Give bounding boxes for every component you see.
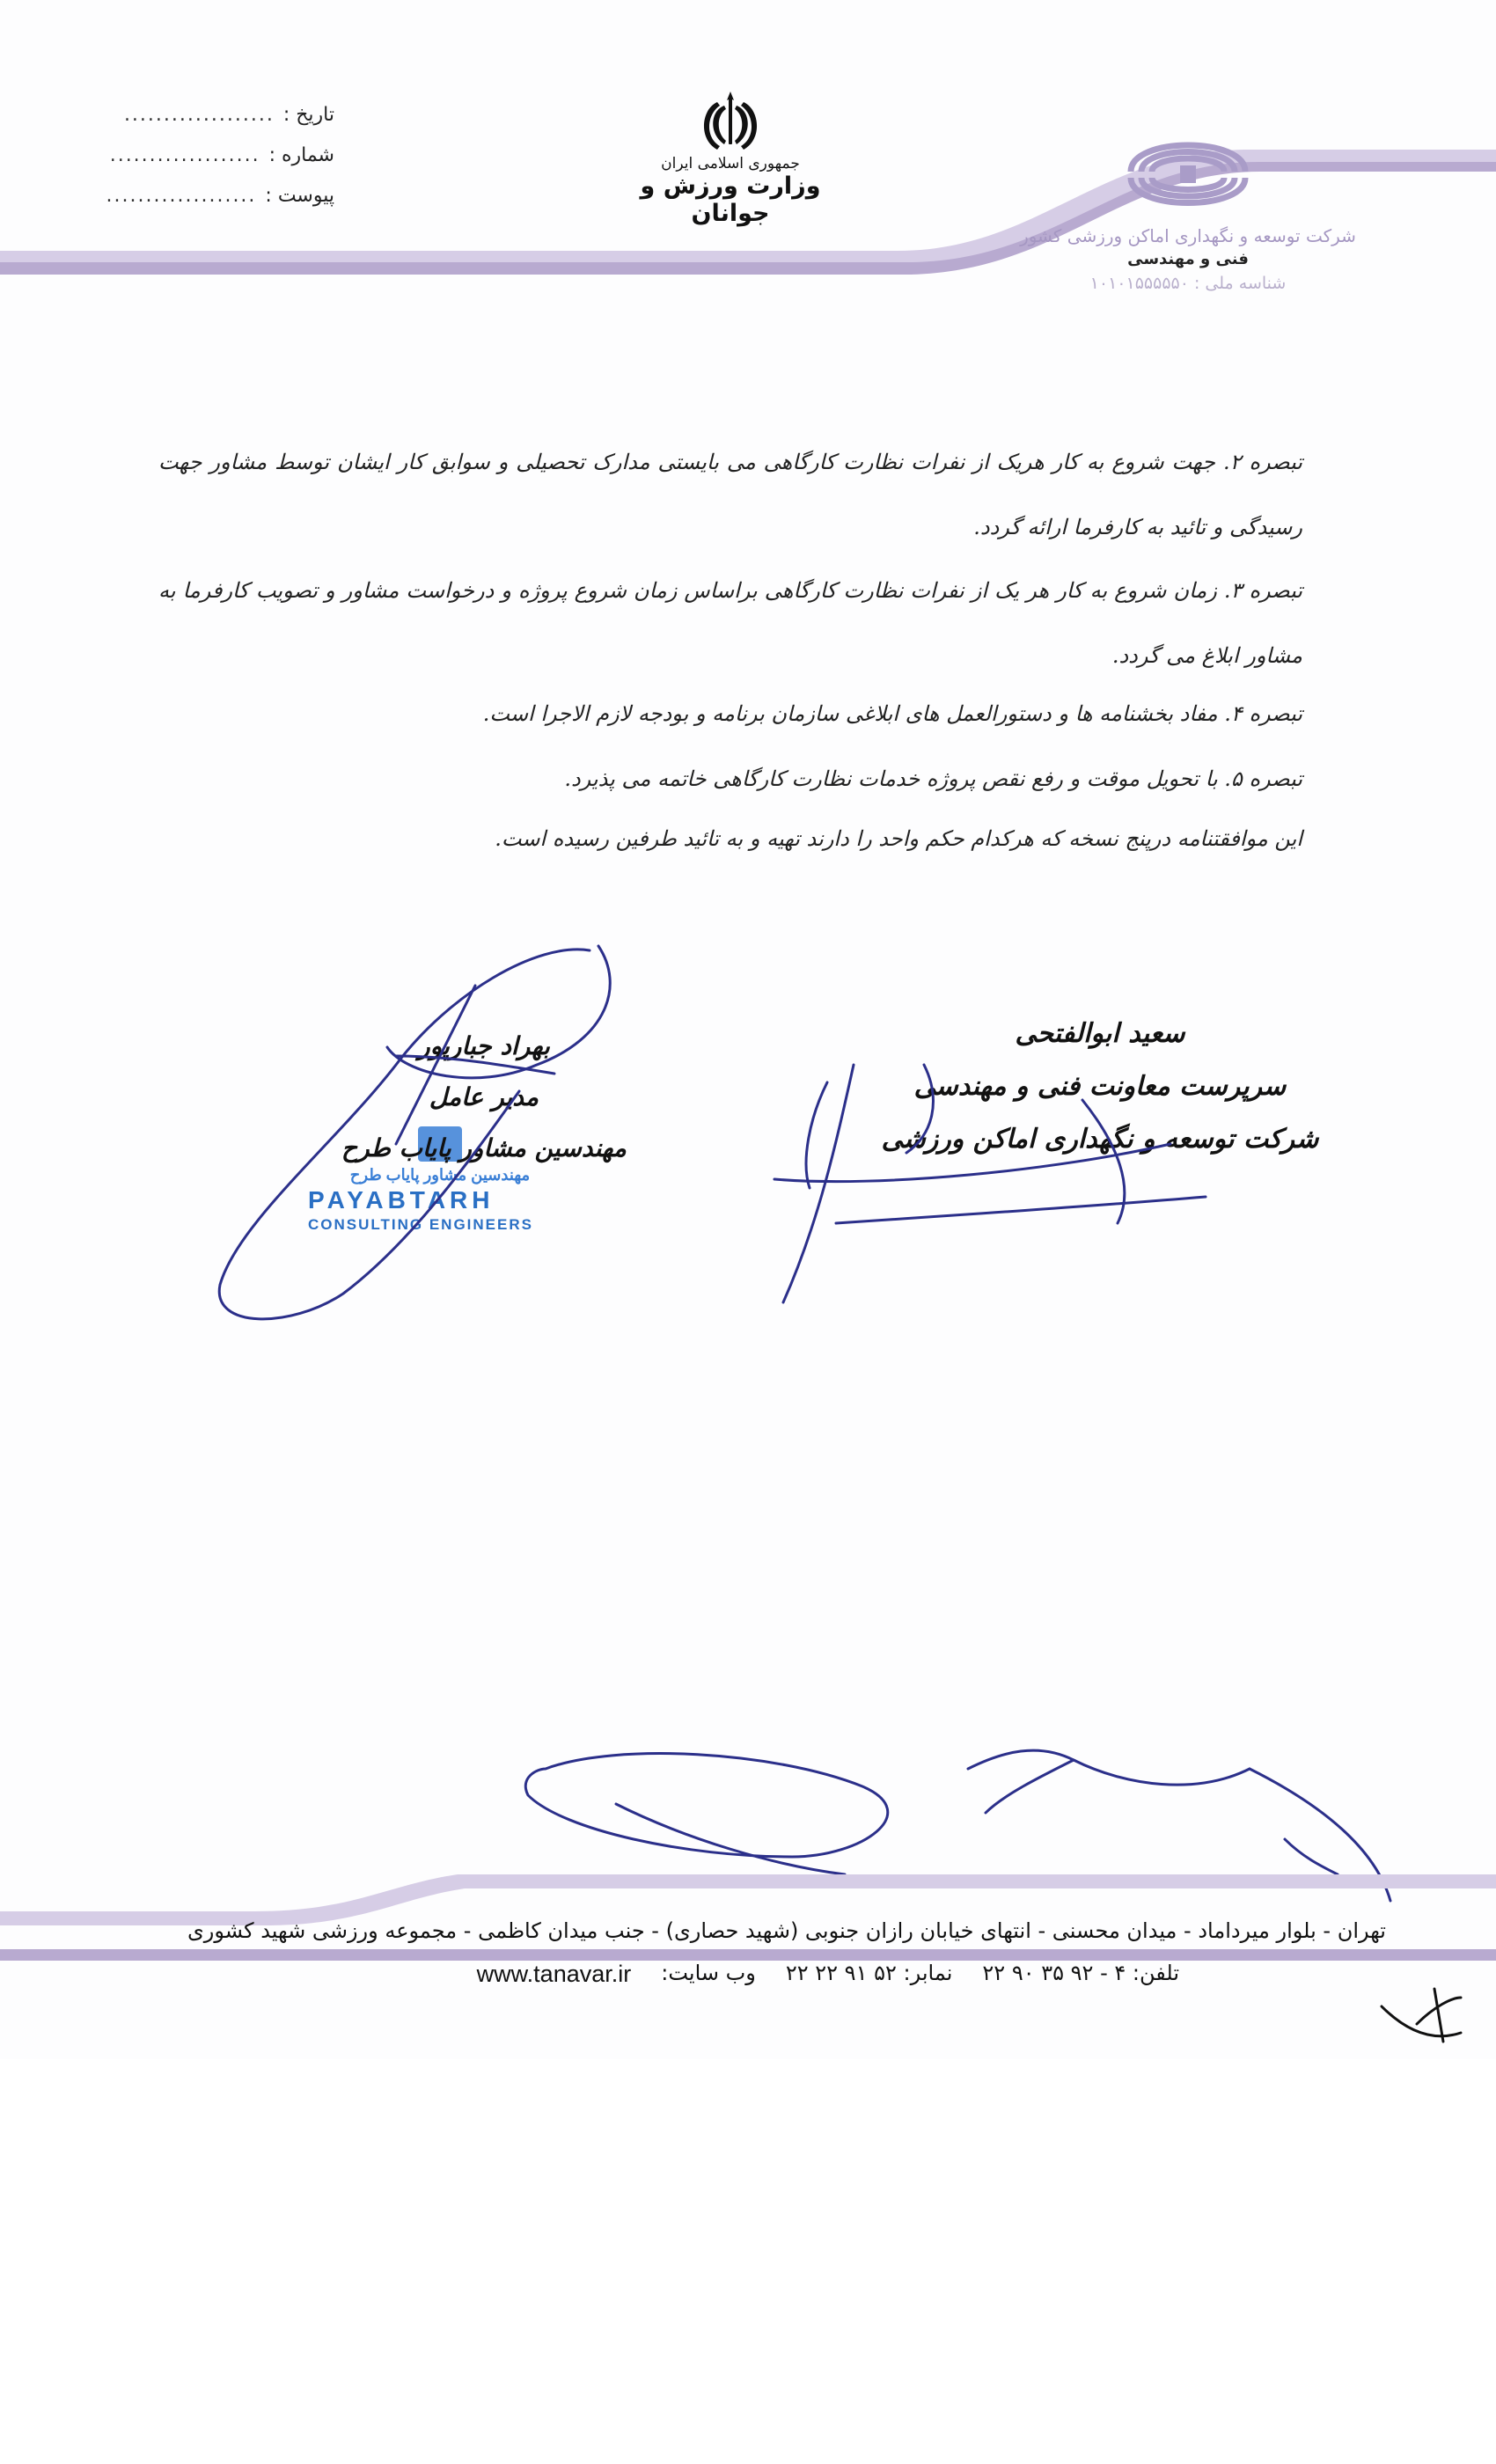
ministry-name: وزارت ورزش و جوانان	[640, 172, 821, 227]
clause-3: تبصره ۳. زمان شروع به کار هر یک از نفرات نظارت کارگاهی براساس زمان شروع پروژه و درخواست مشاور و تصویب کارفرما به مشاور ابلاغ می گردد.	[158, 578, 1302, 668]
company-name: شرکت توسعه و نگهداری اماکن ورزشی کشور	[1020, 225, 1356, 246]
consultant-company: مهندسین مشاور پایاب طرح	[341, 1133, 627, 1162]
stamp-persian-text: مهندسین مشاور پایاب طرح	[349, 1166, 531, 1184]
company-department: فنی و مهندسی	[1127, 250, 1249, 268]
employer-signer-name: سعید ابوالفتحی	[1015, 1018, 1185, 1049]
footer-band	[0, 1822, 1496, 1971]
ministry-header	[598, 88, 862, 227]
consultant-signer-name: بهراد جبارپور	[418, 1031, 550, 1060]
footer-address: تهران - بلوار میرداماد - میدان محسنی - انتهای خیابان رازان جنوبی (شهید حصاری) - جنب میدان کاظمی - مجموعه ورزشی شهید کشوری	[187, 1918, 1386, 1943]
stamp-subtitle: CONSULTING ENGINEERS	[308, 1216, 533, 1233]
date-field	[88, 104, 334, 139]
employer-signature	[748, 1012, 1258, 1311]
clause-5: تبصره ۵. با تحویل موقت و رفع نقص پروژه خدمات نظارت کارگاهی خاتمه می پذیرد.	[564, 766, 1302, 791]
date-value: ...................	[123, 104, 275, 126]
attachment-label: پیوست :	[265, 185, 334, 207]
closing-statement: این موافقتنامه درپنج نسخه که هرکدام حکم واحد را دارند تهیه و به تائید طرفین رسیده است.	[495, 826, 1302, 851]
company-logo-icon	[1113, 123, 1263, 220]
clause-4: تبصره ۴. مفاد بخشنامه ها و دستورالعمل های ابلاغی سازمان برنامه و بودجه لازم الاجرا است.	[482, 701, 1302, 726]
corner-mark	[1373, 1971, 1470, 2050]
consultant-signature	[185, 933, 678, 1338]
company-header	[994, 123, 1382, 293]
ministry-subtitle: جمهوری اسلامی ایران	[661, 155, 800, 172]
attachment-value: ...................	[106, 185, 257, 207]
number-field	[88, 144, 334, 180]
number-label: شماره :	[268, 144, 334, 166]
attachment-field	[88, 185, 334, 220]
date-label: تاریخ :	[282, 104, 334, 126]
stamp-brand: PAYABTARH	[308, 1186, 495, 1214]
employer-signer-title: سرپرست معاونت فنی و مهندسی	[913, 1071, 1287, 1102]
footer-fax: نمابر: ۵۲ ۹۱ ۲۲ ۲۲	[785, 1961, 953, 1985]
company-national-id: شناسه ملی : ۱۰۱۰۱۵۵۵۵۵۰	[1089, 274, 1287, 293]
employer-company: شرکت توسعه و نگهداری اماکن ورزشی	[881, 1124, 1319, 1155]
footer-website-link[interactable]: www.tanavar.ir	[476, 1961, 632, 1987]
number-value: ...................	[109, 144, 260, 166]
footer-phone: تلفن: ۴ - ۹۲ ۳۵ ۹۰ ۲۲	[982, 1961, 1179, 1985]
footer-contact	[123, 1961, 1179, 1988]
iran-emblem-icon	[682, 88, 779, 155]
clause-2: تبصره ۲. جهت شروع به کار هریک از نفرات نظارت کارگاهی می بایستی مدارک تحصیلی و سوابق کار ایشان توسط مشاور جهت رسیدگی و تائید به کارفرما ارائه گردد.	[158, 450, 1302, 539]
footer-site-label: وب سایت:	[661, 1961, 756, 1985]
consultant-signer-title: مدیر عامل	[429, 1082, 539, 1111]
